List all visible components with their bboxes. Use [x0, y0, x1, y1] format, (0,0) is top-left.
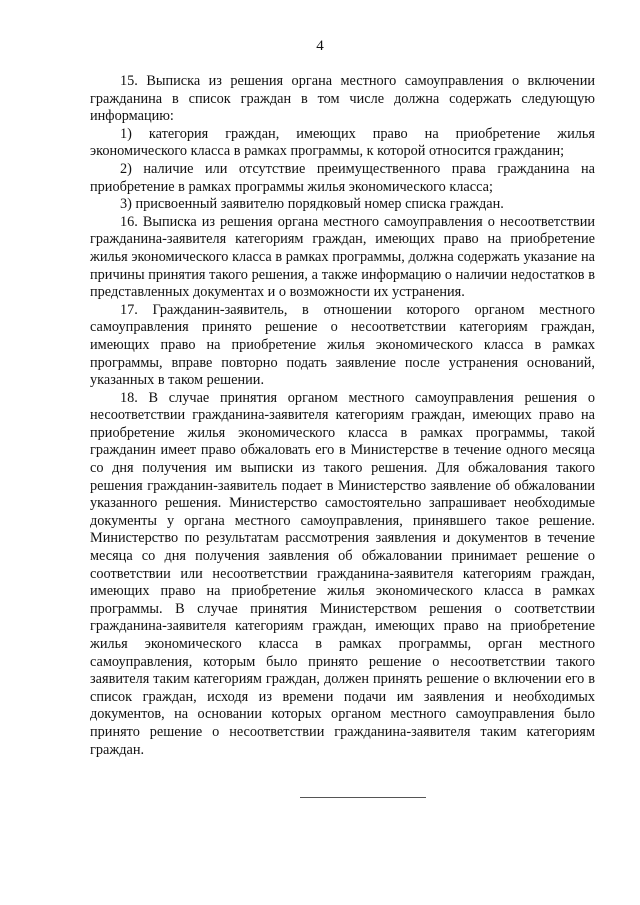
paragraph-15: 15. Выписка из решения органа местного самоуправления о включении гражданина в список граждан в том числе должна содержать следующую информацию:	[90, 73, 595, 125]
closing-divider	[300, 797, 426, 798]
list-item-2: 2) наличие или отсутствие преимущественного права гражданина на приобретение в рамках программы жилья экономического класса;	[90, 160, 595, 195]
paragraph-17: 17. Гражданин-заявитель, в отношении которого органом местного самоуправления принято решение о несоответствии категориям граждан, имеющих право на приобретение жилья экономического класса в рамках программы, вправе повторно подать заявление после устранения оснований, указанных в таком решении.	[90, 301, 595, 389]
document-body	[90, 73, 595, 759]
list-item-1: 1) категория граждан, имеющих право на приобретение жилья экономического класса в рамках программы, к которой относится гражданин;	[90, 125, 595, 160]
paragraph-18: 18. В случае принятия органом местного самоуправления решения о несоответствии гражданина-заявителя категориям граждан, имеющих право на приобретение жилья экономического класса в рамках программы, такой гражданин имеет право обжаловать его в Министерстве в течение одного месяца со дня получения им выписки из такого решения. Для обжалования такого решения гражданин-заявитель подает в Министерство заявление об обжаловании указанного решения. Министерство самостоятельно запрашивает необходимые документы у органа местного самоуправления, принявшего такое решение. Министерство по результатам рассмотрения заявления и документов в течение месяца со дня получения заявления об обжаловании принимает решение о соответствии или несоответствии гражданина-заявителя категориям граждан, имеющих право на приобретение жилья экономического класса в рамках программы. В случае принятия Министерством решения о соответствии гражданина-заявителя категориям граждан, имеющих право на приобретение жилья экономического класса в рамках программы, орган местного самоуправления, которым было принято решение о несоответствии такого заявителя таким категориям граждан, должен принять решение о включении его в список граждан, исходя из времени подачи им заявления и необходимых документов, на основании которых органом местного самоуправления было принято решение о несоответствии гражданина-заявителя таким категориям граждан.	[90, 389, 595, 758]
list-item-3: 3) присвоенный заявителю порядковый номер списка граждан.	[120, 196, 504, 213]
page-number: 4	[316, 38, 324, 54]
paragraph-16: 16. Выписка из решения органа местного самоуправления о несоответствии гражданина-заявителя категориям граждан, имеющих право на приобретение жилья экономического класса в рамках программы, должна содержать указание на причины принятия такого решения, а также информацию о наличии недостатков в представленных документах и о возможности их устранения.	[90, 213, 595, 301]
